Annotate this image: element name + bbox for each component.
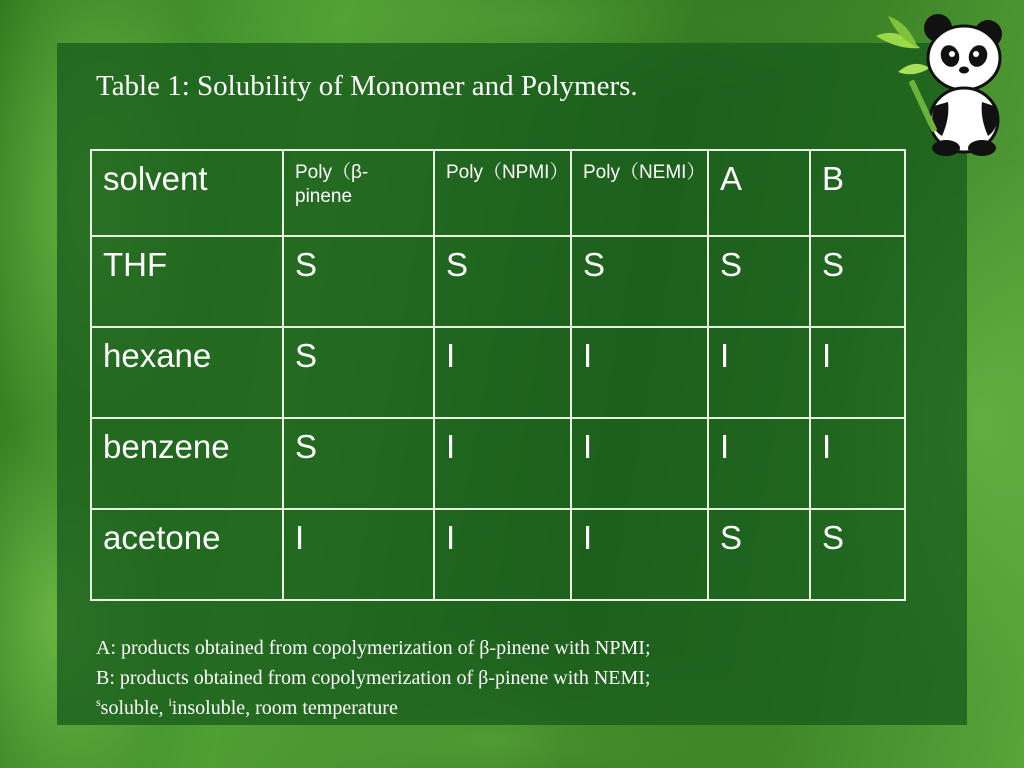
header-cell-poly-npmi: Poly（NPMI）: [434, 150, 571, 236]
table-cell: S: [708, 509, 810, 600]
table-cell: I: [283, 509, 434, 600]
header-cell-b: B: [810, 150, 905, 236]
table-cell: I: [708, 418, 810, 509]
solubility-table: [90, 149, 906, 601]
table-header-row: [91, 150, 905, 236]
header-cell-poly-nemi: Poly（NEMI）: [571, 150, 708, 236]
table-cell: I: [434, 509, 571, 600]
header-cell-poly-beta-pinene: Poly（β-pinene: [283, 150, 434, 236]
footnote-soluble: soluble,: [100, 697, 169, 719]
table-cell: S: [708, 236, 810, 327]
table-footnotes: [96, 633, 916, 723]
table-cell: I: [810, 418, 905, 509]
table-cell: S: [283, 236, 434, 327]
table-title: Table 1: Solubility of Monomer and Polymers.: [96, 70, 638, 102]
table-cell: S: [571, 236, 708, 327]
header-cell-a: A: [708, 150, 810, 236]
table-cell: S: [283, 327, 434, 418]
table-cell: I: [708, 327, 810, 418]
table-cell: acetone: [91, 509, 283, 600]
table-cell: I: [434, 327, 571, 418]
table-cell: I: [571, 509, 708, 600]
table-cell: S: [434, 236, 571, 327]
table-cell: hexane: [91, 327, 283, 418]
table-cell: THF: [91, 236, 283, 327]
table-cell: I: [571, 418, 708, 509]
footnote-insoluble: insoluble, room temperature: [171, 697, 398, 719]
table-cell: I: [434, 418, 571, 509]
footnote-b: B: products obtained from copolymerization of β-pinene with NEMI;: [96, 667, 651, 689]
header-cell-solvent: solvent: [91, 150, 283, 236]
footnote-legend: [96, 693, 916, 723]
footnote-sup-i: i: [168, 695, 172, 709]
table-row: [91, 509, 905, 600]
table-row: [91, 327, 905, 418]
table-cell: S: [283, 418, 434, 509]
table-cell: S: [810, 236, 905, 327]
table-cell: benzene: [91, 418, 283, 509]
footnote-sup-s: s: [96, 695, 101, 709]
panda-with-bamboo-icon: [868, 8, 1008, 158]
footnote-a: A: products obtained from copolymerization of β-pinene with NPMI;: [96, 637, 651, 659]
table-cell: I: [571, 327, 708, 418]
table-row: [91, 236, 905, 327]
table-row: [91, 418, 905, 509]
table-cell: I: [810, 327, 905, 418]
table-cell: S: [810, 509, 905, 600]
